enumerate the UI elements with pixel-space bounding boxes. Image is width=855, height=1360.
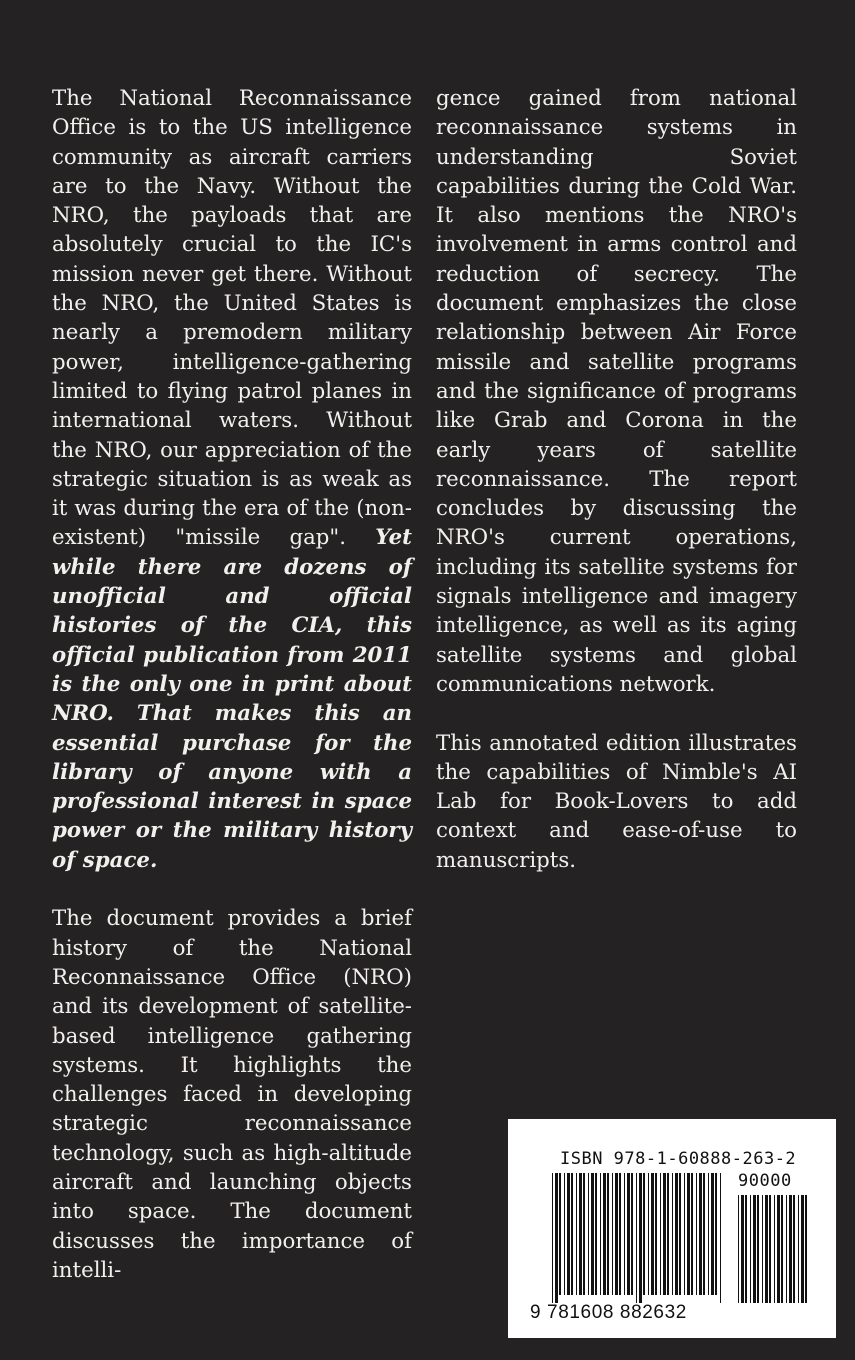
barcode-bar <box>798 1195 799 1303</box>
barcode-bar <box>583 1173 585 1295</box>
barcode-bar <box>687 1173 690 1295</box>
barcode-bar <box>769 1195 771 1303</box>
barcode-bar <box>576 1173 577 1295</box>
barcode-bar <box>648 1173 649 1295</box>
intro-text: The National Reconnaissance Office is to the US intelligence community as aircraft carriers are to the Navy. Without the NRO, the payloads that are absolutely crucial to the IC's mission never get there. Without the NRO, the United States is nearly a premodern military power, intelligence-gathering limited to flying patrol planes in international waters. Without the NRO, our appreciation of the strategic situation is as weak as it was during the era of the (non-existent) "missile gap". <box>52 86 412 551</box>
barcode-bar <box>567 1173 570 1295</box>
barcode-bar <box>789 1195 792 1303</box>
barcode-bar <box>555 1173 558 1303</box>
barcode-bar <box>793 1195 795 1303</box>
barcode-bar <box>564 1173 565 1295</box>
barcode-bar <box>757 1195 759 1303</box>
barcode-bar <box>675 1173 678 1295</box>
barcode-bar <box>801 1195 804 1303</box>
intro-emphasis-text: Yet while there are dozens of unofficial and official histories of the CIA, this official publication from 2011 is the only one in print about NRO. That makes this an essential purchase for the library of anyone with a professional interest in space power or the military history of space. <box>52 525 412 873</box>
barcode-bar <box>738 1195 739 1303</box>
edition-note-paragraph: This annotated edition illustrates the capabilities of Nimble's AI Lab for Book-Lovers to add context and ease-of-use to manuscripts. <box>436 730 797 873</box>
barcode-bar <box>579 1173 582 1295</box>
history-paragraph: The document provides a brief history of the National Reconnaissance Office (NRO) and its development of satellite-based intelligence gathering systems. It highlights the challenges faced in developing strategic reconnaissance technology, such as high-altitude aircraft and launching objects into space. The document discusses the importance of intelli- <box>52 906 412 1283</box>
barcode-bar <box>741 1195 744 1303</box>
barcode-bar <box>595 1173 597 1295</box>
barcode-bar <box>750 1195 751 1303</box>
barcode-bar <box>708 1173 709 1295</box>
barcode-digits: 9 781608 882632 <box>530 1302 687 1323</box>
barcode-bar <box>781 1195 783 1303</box>
barcode-bar <box>753 1195 756 1303</box>
barcode-bar <box>679 1173 681 1295</box>
barcode-bar <box>777 1195 780 1303</box>
barcode-bar <box>619 1173 621 1295</box>
barcode-bar <box>627 1173 630 1295</box>
barcode-bar <box>655 1173 657 1295</box>
barcode-bar <box>663 1173 666 1295</box>
barcode-bar <box>672 1173 673 1295</box>
barcode-bar <box>711 1173 714 1295</box>
price-addon-bars <box>738 1195 807 1303</box>
barcode-bar <box>612 1173 613 1295</box>
barcode-panel <box>508 1119 836 1338</box>
barcode-bar <box>651 1173 654 1295</box>
barcode-bar <box>805 1195 807 1303</box>
barcode-bar <box>696 1173 697 1295</box>
barcode-bar <box>591 1173 594 1295</box>
intro-paragraph <box>52 84 412 875</box>
barcode-bar <box>624 1173 625 1295</box>
barcode-bar <box>559 1173 561 1295</box>
left-column <box>52 84 412 1285</box>
barcode-bar <box>643 1173 645 1295</box>
barcode-bar <box>660 1173 661 1295</box>
barcode-bar <box>762 1195 763 1303</box>
barcode-bar <box>786 1195 787 1303</box>
barcode-bar <box>636 1173 637 1303</box>
price-code: 90000 <box>738 1171 792 1191</box>
barcode-bar <box>607 1173 609 1295</box>
isbn-label: ISBN 978-1-60888-263-2 <box>560 1149 797 1169</box>
right-column <box>436 84 797 875</box>
barcode-bar <box>745 1195 747 1303</box>
barcode-bar <box>720 1173 721 1303</box>
barcode-bar <box>765 1195 768 1303</box>
barcode-bar <box>600 1173 601 1295</box>
ean13-bars <box>552 1173 721 1303</box>
barcode-bar <box>603 1173 606 1295</box>
barcode-bar <box>699 1173 702 1295</box>
barcode-bar <box>691 1173 693 1295</box>
barcode-bar <box>552 1173 553 1303</box>
barcode-bar <box>639 1173 642 1303</box>
barcode-bar <box>684 1173 685 1295</box>
barcode-bar <box>715 1173 717 1295</box>
barcode-bar <box>588 1173 589 1295</box>
summary-paragraph: gence gained from national reconnaissance systems in understanding Soviet capabilities during the Cold War. It also mentions the NRO's involvement in arms control and reduction of secrecy. The document emphasizes the close relationship between Air Force missile and satellite programs and the significance of programs like Grab and Corona in the early years of satellite reconnaissance. The report concludes by discussing the NRO's current operations, including its satellite systems for signals intelligence and imagery intelligence, as well as its aging satellite systems and global communications network. <box>436 86 797 697</box>
barcode-bar <box>774 1195 775 1303</box>
barcode-bar <box>667 1173 669 1295</box>
barcode-bar <box>631 1173 633 1295</box>
barcode-bar <box>615 1173 618 1295</box>
barcode-bar <box>703 1173 705 1295</box>
barcode-bar <box>571 1173 573 1295</box>
